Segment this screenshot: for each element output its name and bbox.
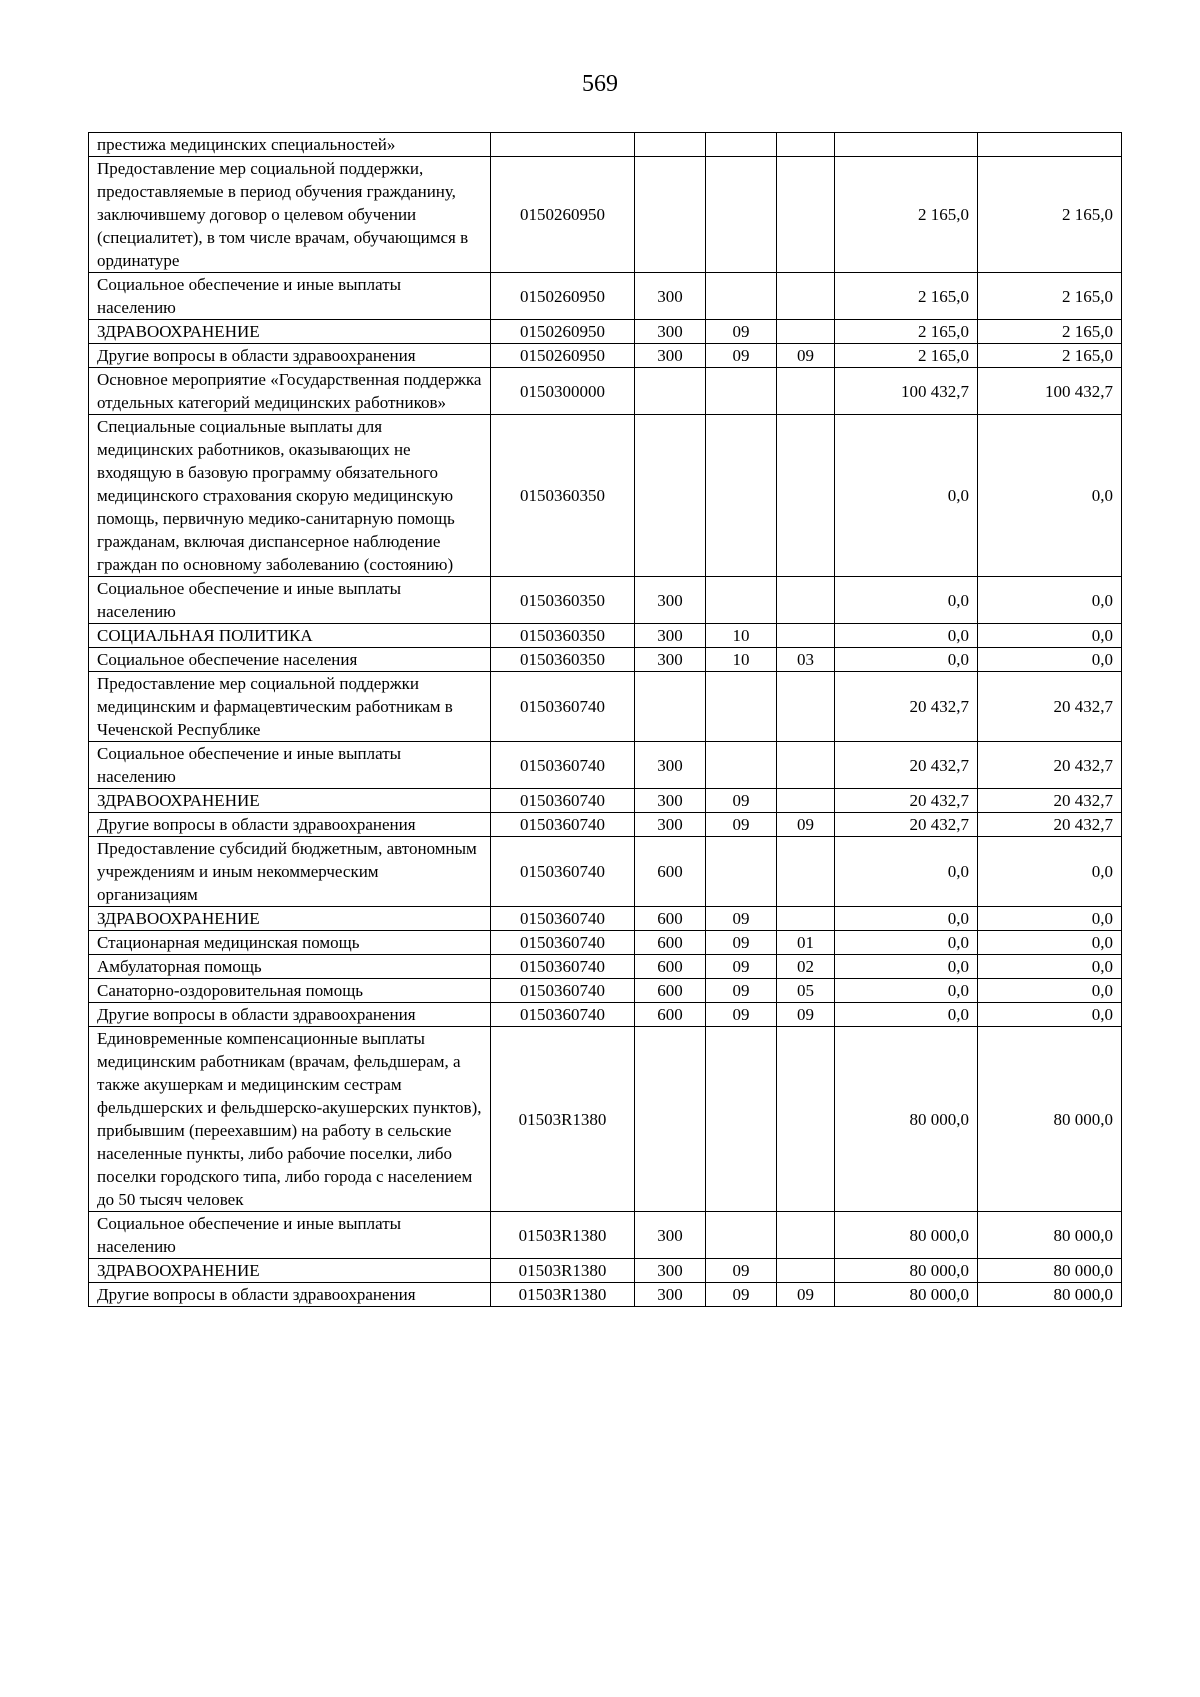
subsection-code [777, 1212, 835, 1259]
subsection-code [777, 1027, 835, 1212]
expense-type: 600 [635, 837, 706, 907]
amount-year-2: 100 432,7 [978, 368, 1122, 415]
table-row [89, 1259, 1122, 1283]
amount-year-1: 0,0 [835, 931, 978, 955]
table-body [89, 133, 1122, 1307]
amount-year-1: 80 000,0 [835, 1283, 978, 1307]
row-name: ЗДРАВООХРАНЕНИЕ [89, 320, 491, 344]
table-row [89, 1283, 1122, 1307]
target-code: 0150260950 [491, 344, 635, 368]
table-row [89, 577, 1122, 624]
target-code: 0150360740 [491, 789, 635, 813]
amount-year-2: 0,0 [978, 624, 1122, 648]
amount-year-1: 20 432,7 [835, 672, 978, 742]
amount-year-1: 2 165,0 [835, 157, 978, 273]
amount-year-1: 80 000,0 [835, 1027, 978, 1212]
expense-type: 300 [635, 344, 706, 368]
subsection-code [777, 273, 835, 320]
row-name: ЗДРАВООХРАНЕНИЕ [89, 1259, 491, 1283]
table-row [89, 415, 1122, 577]
row-name: Предоставление мер социальной поддержки медицинским и фармацевтическим работникам в Чеченской Республике [89, 672, 491, 742]
section-code: 09 [706, 1283, 777, 1307]
expense-type: 300 [635, 320, 706, 344]
row-name: Амбулаторная помощь [89, 955, 491, 979]
target-code: 0150260950 [491, 320, 635, 344]
section-code: 09 [706, 1003, 777, 1027]
expense-type: 300 [635, 1283, 706, 1307]
subsection-code [777, 133, 835, 157]
subsection-code [777, 157, 835, 273]
subsection-code [777, 368, 835, 415]
target-code: 0150360350 [491, 415, 635, 577]
section-code [706, 133, 777, 157]
amount-year-1: 80 000,0 [835, 1259, 978, 1283]
target-code: 01503R1380 [491, 1027, 635, 1212]
subsection-code [777, 415, 835, 577]
amount-year-1: 0,0 [835, 979, 978, 1003]
target-code: 0150360740 [491, 837, 635, 907]
table-row [89, 907, 1122, 931]
budget-table [88, 132, 1122, 1307]
expense-type: 300 [635, 1259, 706, 1283]
amount-year-1: 20 432,7 [835, 789, 978, 813]
amount-year-2: 20 432,7 [978, 813, 1122, 837]
amount-year-2: 20 432,7 [978, 742, 1122, 789]
target-code: 01503R1380 [491, 1259, 635, 1283]
amount-year-2: 2 165,0 [978, 344, 1122, 368]
subsection-code: 09 [777, 1003, 835, 1027]
table-row [89, 837, 1122, 907]
row-name: Другие вопросы в области здравоохранения [89, 1003, 491, 1027]
target-code: 0150360740 [491, 979, 635, 1003]
subsection-code: 01 [777, 931, 835, 955]
target-code: 0150360740 [491, 955, 635, 979]
subsection-code: 09 [777, 344, 835, 368]
subsection-code [777, 577, 835, 624]
row-name: Социальное обеспечение и иные выплаты населению [89, 1212, 491, 1259]
amount-year-2: 0,0 [978, 931, 1122, 955]
expense-type: 300 [635, 648, 706, 672]
section-code: 09 [706, 907, 777, 931]
section-code [706, 415, 777, 577]
amount-year-1: 0,0 [835, 415, 978, 577]
expense-type: 600 [635, 931, 706, 955]
table-row [89, 931, 1122, 955]
table-row [89, 789, 1122, 813]
subsection-code [777, 742, 835, 789]
amount-year-2: 80 000,0 [978, 1259, 1122, 1283]
subsection-code [777, 624, 835, 648]
expense-type: 300 [635, 742, 706, 789]
target-code: 0150360740 [491, 742, 635, 789]
section-code [706, 672, 777, 742]
row-name: Социальное обеспечение и иные выплаты населению [89, 273, 491, 320]
row-name: ЗДРАВООХРАНЕНИЕ [89, 789, 491, 813]
table-row [89, 742, 1122, 789]
table-row [89, 648, 1122, 672]
table-row [89, 133, 1122, 157]
amount-year-2: 80 000,0 [978, 1027, 1122, 1212]
section-code [706, 273, 777, 320]
amount-year-2: 0,0 [978, 955, 1122, 979]
section-code: 09 [706, 955, 777, 979]
row-name: Основное мероприятие «Государственная поддержка отдельных категорий медицинских работников» [89, 368, 491, 415]
amount-year-1: 2 165,0 [835, 320, 978, 344]
section-code: 09 [706, 979, 777, 1003]
target-code: 01503R1380 [491, 1283, 635, 1307]
section-code [706, 157, 777, 273]
target-code: 0150360740 [491, 907, 635, 931]
amount-year-1: 20 432,7 [835, 813, 978, 837]
table-row [89, 320, 1122, 344]
target-code: 0150260950 [491, 157, 635, 273]
expense-type [635, 133, 706, 157]
row-name: Стационарная медицинская помощь [89, 931, 491, 955]
subsection-code: 09 [777, 1283, 835, 1307]
section-code: 09 [706, 789, 777, 813]
expense-type: 600 [635, 955, 706, 979]
amount-year-1: 0,0 [835, 1003, 978, 1027]
amount-year-1: 0,0 [835, 907, 978, 931]
section-code [706, 577, 777, 624]
subsection-code [777, 672, 835, 742]
amount-year-1: 2 165,0 [835, 273, 978, 320]
section-code [706, 1027, 777, 1212]
section-code: 09 [706, 931, 777, 955]
expense-type: 300 [635, 813, 706, 837]
expense-type: 600 [635, 907, 706, 931]
amount-year-2: 80 000,0 [978, 1283, 1122, 1307]
amount-year-2: 0,0 [978, 577, 1122, 624]
row-name: ЗДРАВООХРАНЕНИЕ [89, 907, 491, 931]
section-code: 10 [706, 624, 777, 648]
amount-year-1: 0,0 [835, 955, 978, 979]
section-code: 09 [706, 813, 777, 837]
table-row [89, 979, 1122, 1003]
amount-year-2 [978, 133, 1122, 157]
amount-year-2: 2 165,0 [978, 157, 1122, 273]
amount-year-2: 20 432,7 [978, 672, 1122, 742]
amount-year-1: 0,0 [835, 624, 978, 648]
row-name: Другие вопросы в области здравоохранения [89, 1283, 491, 1307]
subsection-code [777, 1259, 835, 1283]
expense-type: 300 [635, 624, 706, 648]
section-code [706, 742, 777, 789]
table-row [89, 1003, 1122, 1027]
table-row [89, 273, 1122, 320]
row-name: СОЦИАЛЬНАЯ ПОЛИТИКА [89, 624, 491, 648]
target-code: 0150360350 [491, 648, 635, 672]
expense-type [635, 415, 706, 577]
subsection-code: 05 [777, 979, 835, 1003]
section-code [706, 837, 777, 907]
amount-year-1: 2 165,0 [835, 344, 978, 368]
amount-year-2: 0,0 [978, 907, 1122, 931]
expense-type: 600 [635, 1003, 706, 1027]
subsection-code: 09 [777, 813, 835, 837]
target-code: 0150360740 [491, 1003, 635, 1027]
target-code: 0150360740 [491, 931, 635, 955]
subsection-code [777, 320, 835, 344]
expense-type: 300 [635, 1212, 706, 1259]
page-number: 569 [582, 71, 618, 97]
row-name: Социальное обеспечение и иные выплаты населению [89, 577, 491, 624]
target-code: 0150360740 [491, 813, 635, 837]
target-code: 01503R1380 [491, 1212, 635, 1259]
amount-year-2: 0,0 [978, 648, 1122, 672]
section-code: 10 [706, 648, 777, 672]
row-name: Предоставление субсидий бюджетным, автономным учреждениям и иным некоммерческим организациям [89, 837, 491, 907]
table-row [89, 955, 1122, 979]
amount-year-1: 0,0 [835, 837, 978, 907]
subsection-code [777, 837, 835, 907]
amount-year-1: 100 432,7 [835, 368, 978, 415]
row-name: Социальное обеспечение и иные выплаты населению [89, 742, 491, 789]
expense-type: 300 [635, 273, 706, 320]
row-name: Социальное обеспечение населения [89, 648, 491, 672]
section-code: 09 [706, 1259, 777, 1283]
expense-type [635, 368, 706, 415]
amount-year-2: 0,0 [978, 1003, 1122, 1027]
amount-year-2: 2 165,0 [978, 320, 1122, 344]
subsection-code [777, 789, 835, 813]
expense-type: 600 [635, 979, 706, 1003]
expense-type [635, 1027, 706, 1212]
table-row [89, 344, 1122, 368]
amount-year-2: 80 000,0 [978, 1212, 1122, 1259]
row-name: Единовременные компенсационные выплаты медицинским работникам (врачам, фельдшерам, а также акушеркам и медицинским сестрам фельдшерских и фельдшерско-акушерских пунктов), прибывшим (переехавшим) на работу в сельские населенные пункты, либо рабочие поселки, либо поселки городского типа, либо города с населением до 50 тысяч человек [89, 1027, 491, 1212]
row-name: Специальные социальные выплаты для медицинских работников, оказывающих не входящую в базовую программу обязательного медицинского страхования скорую медицинскую помощь, первичную медико-санитарную помощь гражданам, включая диспансерное наблюдение граждан по основному заболеванию (состоянию) [89, 415, 491, 577]
target-code: 0150360350 [491, 577, 635, 624]
target-code: 0150300000 [491, 368, 635, 415]
section-code [706, 1212, 777, 1259]
section-code: 09 [706, 320, 777, 344]
row-name: престижа медицинских специальностей» [89, 133, 491, 157]
amount-year-2: 0,0 [978, 979, 1122, 1003]
row-name: Санаторно-оздоровительная помощь [89, 979, 491, 1003]
amount-year-1: 0,0 [835, 648, 978, 672]
amount-year-2: 20 432,7 [978, 789, 1122, 813]
table-row [89, 157, 1122, 273]
section-code: 09 [706, 344, 777, 368]
expense-type: 300 [635, 577, 706, 624]
table-row [89, 672, 1122, 742]
table-row [89, 368, 1122, 415]
row-name: Другие вопросы в области здравоохранения [89, 344, 491, 368]
amount-year-1 [835, 133, 978, 157]
subsection-code: 02 [777, 955, 835, 979]
table-row [89, 624, 1122, 648]
amount-year-2: 2 165,0 [978, 273, 1122, 320]
target-code [491, 133, 635, 157]
amount-year-1: 80 000,0 [835, 1212, 978, 1259]
subsection-code [777, 907, 835, 931]
section-code [706, 368, 777, 415]
expense-type: 300 [635, 789, 706, 813]
amount-year-1: 0,0 [835, 577, 978, 624]
amount-year-2: 0,0 [978, 837, 1122, 907]
table-row [89, 813, 1122, 837]
amount-year-2: 0,0 [978, 415, 1122, 577]
target-code: 0150360350 [491, 624, 635, 648]
target-code: 0150360740 [491, 672, 635, 742]
expense-type [635, 157, 706, 273]
amount-year-1: 20 432,7 [835, 742, 978, 789]
subsection-code: 03 [777, 648, 835, 672]
table-row [89, 1027, 1122, 1212]
expense-type [635, 672, 706, 742]
target-code: 0150260950 [491, 273, 635, 320]
row-name: Предоставление мер социальной поддержки, предоставляемые в период обучения гражданину, заключившему договор о целевом обучении (специалитет), в том числе врачам, обучающимся в ординатуре [89, 157, 491, 273]
row-name: Другие вопросы в области здравоохранения [89, 813, 491, 837]
table-row [89, 1212, 1122, 1259]
